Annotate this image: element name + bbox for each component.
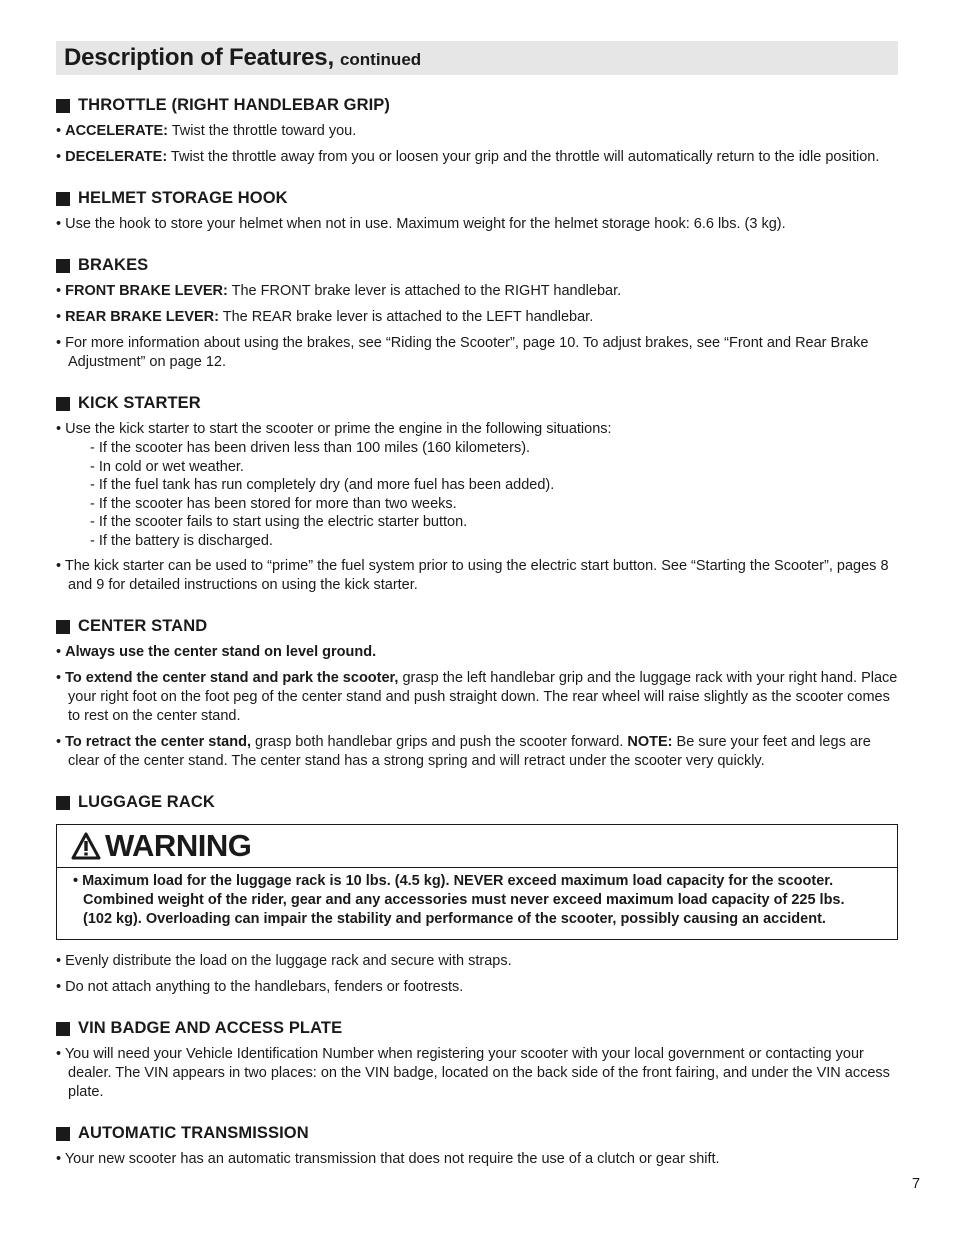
list-item: - If the scooter fails to start using the electric starter button. (90, 514, 468, 530)
warning-box (56, 824, 898, 940)
square-bullet-icon (56, 99, 70, 113)
bullet-item: • Your new scooter has an automatic transmission that does not require the use of a clutch or gear shift. (56, 1151, 720, 1167)
list-item: - If the scooter has been stored for more than two weeks. (90, 495, 457, 512)
bullet-item: • DECELERATE: Twist the throttle away from you or loosen your grip and the throttle will automatically return to the idle position. (56, 149, 880, 165)
square-bullet-icon (56, 1022, 70, 1036)
page-title: Description of Features, (64, 44, 334, 71)
square-bullet-icon (56, 397, 70, 411)
list-item: - If the scooter has been driven less than 100 miles (160 kilometers). (90, 440, 531, 456)
bullet-item: • FRONT BRAKE LEVER: The FRONT brake lever is attached to the RIGHT handlebar. (56, 283, 622, 299)
section-center-stand (56, 617, 898, 771)
square-bullet-icon (56, 620, 70, 634)
bullet-item: • ACCELERATE: Twist the throttle toward you. (56, 123, 357, 139)
bullet-item: • The kick starter can be used to “prime” the fuel system prior to using the electric start button. See “Starting the Scooter”, pages 8 and 9 for detailed instructions on using the kick starter. (56, 558, 889, 593)
section-brakes (56, 256, 898, 372)
bullet-item: • To retract the center stand, grasp both handlebar grips and push the scooter forward. NOTE: Be sure your feet and legs are clear of the center stand. The center stand has a strong spring and will retract under the scooter very quickly. (56, 734, 871, 769)
section-heading: THROTTLE (RIGHT HANDLEBAR GRIP) (56, 96, 898, 115)
page-title-bar (56, 41, 898, 75)
bullet-item: • For more information about using the brakes, see “Riding the Scooter”, page 10. To adjust brakes, see “Front and Rear Brake Adjustment” on page 12. (56, 335, 869, 370)
section-heading: VIN BADGE AND ACCESS PLATE (56, 1019, 898, 1038)
list-item: - If the battery is discharged. (90, 532, 273, 549)
section-automatic-transmission (56, 1124, 898, 1169)
list-item: - If the fuel tank has run completely dry (and more fuel has been added). (90, 477, 555, 493)
manual-page (56, 41, 898, 1176)
warning-text: • Maximum load for the luggage rack is 10 lbs. (4.5 kg). NEVER exceed maximum load capacity for the scooter. Combined weight of the rider, gear and any accessories must never exceed maximum load capacity of 225 lbs. (102 kg). Overloading can impair the stability and performance of the scooter, possibly causing an accident. (73, 873, 845, 927)
bullet-item: • To extend the center stand and park the scooter, grasp the left handlebar grip and the luggage rack with your right hand. Place your right foot on the foot peg of the center stand and push straight down. The rear wheel will raise slightly as the scooter comes to rest on the center stand. (56, 670, 898, 724)
section-luggage-rack (56, 793, 898, 997)
section-heading: HELMET STORAGE HOOK (56, 189, 898, 208)
section-heading: CENTER STAND (56, 617, 898, 636)
section-throttle (56, 96, 898, 167)
warning-header (57, 825, 897, 868)
bullet-item: • Evenly distribute the load on the luggage rack and secure with straps. (56, 953, 512, 969)
warning-title: WARNING (105, 828, 252, 863)
bullet-item: • Use the hook to store your helmet when not in use. Maximum weight for the helmet storage hook: 6.6 lbs. (3 kg). (56, 216, 786, 232)
bullet-item: • REAR BRAKE LEVER: The REAR brake lever is attached to the LEFT handlebar. (56, 309, 594, 325)
square-bullet-icon (56, 1127, 70, 1141)
section-heading: KICK STARTER (56, 394, 898, 413)
warning-triangle-icon (71, 832, 101, 860)
bullet-item: • You will need your Vehicle Identification Number when registering your scooter with your local government or contacting your dealer. The VIN appears in two places: on the VIN badge, located on the back side of the front fairing, and under the VIN access plate. (56, 1046, 890, 1100)
page-subtitle: continued (339, 50, 422, 69)
section-vin-badge (56, 1019, 898, 1102)
square-bullet-icon (56, 259, 70, 273)
list-item: - In cold or wet weather. (90, 458, 244, 475)
bullet-item: • Do not attach anything to the handlebars, fenders or footrests. (56, 979, 464, 995)
section-kick-starter (56, 394, 898, 595)
situation-list (56, 439, 898, 550)
section-heading: BRAKES (56, 256, 898, 275)
bullet-item: • Always use the center stand on level ground. (56, 644, 377, 660)
section-helmet-hook (56, 189, 898, 234)
section-heading: LUGGAGE RACK (56, 793, 898, 812)
bullet-item: • Use the kick starter to start the scooter or prime the engine in the following situations: (56, 421, 612, 437)
square-bullet-icon (56, 192, 70, 206)
square-bullet-icon (56, 796, 70, 810)
section-heading: AUTOMATIC TRANSMISSION (56, 1124, 898, 1143)
page-number: 7 (912, 1176, 921, 1192)
